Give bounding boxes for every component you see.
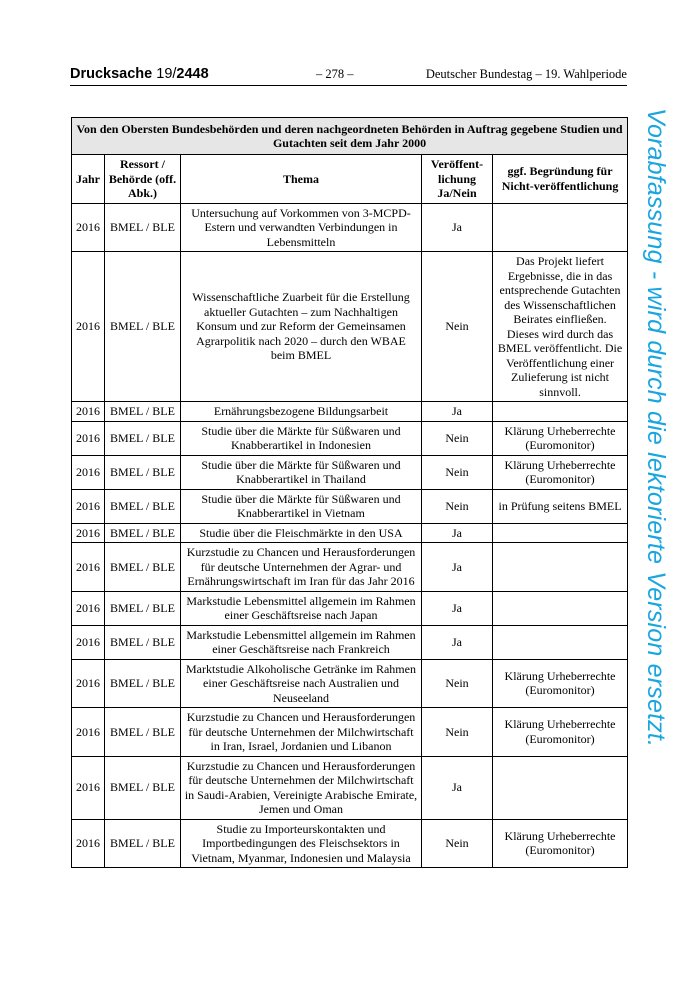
table-row (72, 543, 628, 592)
cell-veroeffentlichung: Ja (422, 402, 493, 422)
column-header-ressort: Ressort / Behörde (off. Abk.) (105, 155, 181, 204)
cell-begruendung (493, 523, 628, 543)
cell-jahr: 2016 (72, 523, 105, 543)
parliament-label: Deutscher Bundestag – 19. Wahlperiode (425, 67, 627, 81)
cell-ressort: BMEL / BLE (105, 591, 181, 625)
cell-begruendung: Das Projekt liefert Ergebnisse, die in das entsprechende Gutachten des Wissenschaftlichen Beirates einfließen. Dieses wird durch das BMEL veröffentlicht. Die Veröffentlichung einer Zulieferung ist nicht sinnvoll. (493, 252, 628, 402)
cell-ressort: BMEL / BLE (105, 543, 181, 592)
cell-jahr: 2016 (72, 203, 105, 252)
page-header (70, 66, 627, 84)
cell-begruendung (493, 402, 628, 422)
cell-veroeffentlichung: Ja (422, 523, 493, 543)
cell-veroeffentlichung: Ja (422, 203, 493, 252)
table-row (72, 523, 628, 543)
cell-ressort: BMEL / BLE (105, 708, 181, 757)
table-row (72, 489, 628, 523)
cell-ressort: BMEL / BLE (105, 252, 181, 402)
cell-begruendung: Klärung Urheberrechte (Euromonitor) (493, 819, 628, 868)
cell-ressort: BMEL / BLE (105, 455, 181, 489)
cell-ressort: BMEL / BLE (105, 756, 181, 819)
column-header-thema: Thema (181, 155, 422, 204)
cell-veroeffentlichung: Ja (422, 625, 493, 659)
cell-thema: Marktstudie Alkoholische Getränke im Rahmen einer Geschäftsreise nach Australien und Neuseeland (181, 659, 422, 708)
column-header-jahr: Jahr (72, 155, 105, 204)
cell-ressort: BMEL / BLE (105, 659, 181, 708)
cell-veroeffentlichung: Nein (422, 455, 493, 489)
cell-jahr: 2016 (72, 543, 105, 592)
cell-veroeffentlichung: Ja (422, 543, 493, 592)
table-caption: Von den Obersten Bundesbehörden und deren nachgeordneten Behörden in Auftrag gegebene Studien und Gutachten seit dem Jahr 2000 (72, 118, 628, 155)
cell-veroeffentlichung: Nein (422, 659, 493, 708)
cell-thema: Wissenschaftliche Zuarbeit für die Erstellung aktueller Gutachten – zum Nachhaltigen Konsum und zur Reform der Gemeinsamen Agrarpolitik nach 2020 – durch den WBAE beim BMEL (181, 252, 422, 402)
cell-thema: Studie über die Fleischmärkte in den USA (181, 523, 422, 543)
cell-veroeffentlichung: Nein (422, 819, 493, 868)
cell-thema: Markstudie Lebensmittel allgemein im Rahmen einer Geschäftsreise nach Japan (181, 591, 422, 625)
cell-ressort: BMEL / BLE (105, 421, 181, 455)
cell-veroeffentlichung: Ja (422, 591, 493, 625)
table-row (72, 819, 628, 868)
page-number: – 278 – (316, 67, 354, 81)
table-row (72, 203, 628, 252)
table-row (72, 659, 628, 708)
cell-veroeffentlichung: Nein (422, 708, 493, 757)
cell-begruendung: in Prüfung seitens BMEL (493, 489, 628, 523)
cell-jahr: 2016 (72, 252, 105, 402)
cell-jahr: 2016 (72, 756, 105, 819)
cell-jahr: 2016 (72, 708, 105, 757)
draft-watermark: Vorabfassung - wird durch die lektorierte Version ersetzt. (642, 108, 670, 748)
cell-thema: Kurzstudie zu Chancen und Herausforderungen für deutsche Unternehmen der Milchwirtschaft in Iran, Israel, Jordanien und Libanon (181, 708, 422, 757)
drucksache-prefix: 19/ (156, 66, 177, 82)
cell-begruendung: Klärung Urheberrechte (Euromonitor) (493, 421, 628, 455)
column-header-veroeffentlichung: Veröffent-lichung Ja/Nein (422, 155, 493, 204)
cell-thema: Untersuchung auf Vorkommen von 3-MCPD-Estern und verwandten Verbindungen in Lebensmitteln (181, 203, 422, 252)
cell-thema: Ernährungsbezogene Bildungsarbeit (181, 402, 422, 422)
table-row (72, 402, 628, 422)
cell-begruendung (493, 591, 628, 625)
cell-begruendung (493, 756, 628, 819)
cell-jahr: 2016 (72, 455, 105, 489)
table-body (72, 203, 628, 868)
cell-ressort: BMEL / BLE (105, 819, 181, 868)
table-row (72, 455, 628, 489)
table-row (72, 756, 628, 819)
cell-thema: Kurzstudie zu Chancen und Herausforderungen für deutsche Unternehmen der Milchwirtschaft in Saudi-Arabien, Vereinigte Arabische Emirate, Jemen und Oman (181, 756, 422, 819)
cell-begruendung: Klärung Urheberrechte (Euromonitor) (493, 659, 628, 708)
cell-veroeffentlichung: Ja (422, 756, 493, 819)
cell-thema: Studie über die Märkte für Süßwaren und Knabberartikel in Indonesien (181, 421, 422, 455)
cell-thema: Studie zu Importeurskontakten und Importbedingungen des Fleischsektors in Vietnam, Myanmar, Indonesien und Malaysia (181, 819, 422, 868)
cell-begruendung (493, 625, 628, 659)
cell-jahr: 2016 (72, 489, 105, 523)
table-row (72, 252, 628, 402)
cell-begruendung (493, 203, 628, 252)
cell-jahr: 2016 (72, 402, 105, 422)
table-row (72, 625, 628, 659)
cell-jahr: 2016 (72, 421, 105, 455)
cell-veroeffentlichung: Nein (422, 252, 493, 402)
header-rule (70, 85, 627, 86)
studies-table (71, 117, 628, 868)
cell-begruendung (493, 543, 628, 592)
cell-thema: Kurzstudie zu Chancen und Herausforderungen für deutsche Unternehmen der Agrar- und Ernährungswirtschaft im Iran für das Jahr 2016 (181, 543, 422, 592)
table-row (72, 708, 628, 757)
cell-begruendung: Klärung Urheberrechte (Euromonitor) (493, 455, 628, 489)
drucksache-label: Drucksache (70, 66, 153, 82)
cell-jahr: 2016 (72, 625, 105, 659)
cell-jahr: 2016 (72, 659, 105, 708)
cell-thema: Markstudie Lebensmittel allgemein im Rahmen einer Geschäftsreise nach Frankreich (181, 625, 422, 659)
cell-jahr: 2016 (72, 591, 105, 625)
cell-veroeffentlichung: Nein (422, 421, 493, 455)
table-row (72, 591, 628, 625)
cell-ressort: BMEL / BLE (105, 402, 181, 422)
cell-veroeffentlichung: Nein (422, 489, 493, 523)
cell-ressort: BMEL / BLE (105, 203, 181, 252)
column-header-begruendung: ggf. Begründung für Nicht-veröffentlichung (493, 155, 628, 204)
table-row (72, 421, 628, 455)
cell-begruendung: Klärung Urheberrechte (Euromonitor) (493, 708, 628, 757)
cell-jahr: 2016 (72, 819, 105, 868)
cell-ressort: BMEL / BLE (105, 625, 181, 659)
drucksache-number (70, 66, 209, 82)
cell-thema: Studie über die Märkte für Süßwaren und Knabberartikel in Vietnam (181, 489, 422, 523)
drucksache-id: 2448 (176, 66, 209, 82)
cell-ressort: BMEL / BLE (105, 489, 181, 523)
cell-ressort: BMEL / BLE (105, 523, 181, 543)
cell-thema: Studie über die Märkte für Süßwaren und Knabberartikel in Thailand (181, 455, 422, 489)
